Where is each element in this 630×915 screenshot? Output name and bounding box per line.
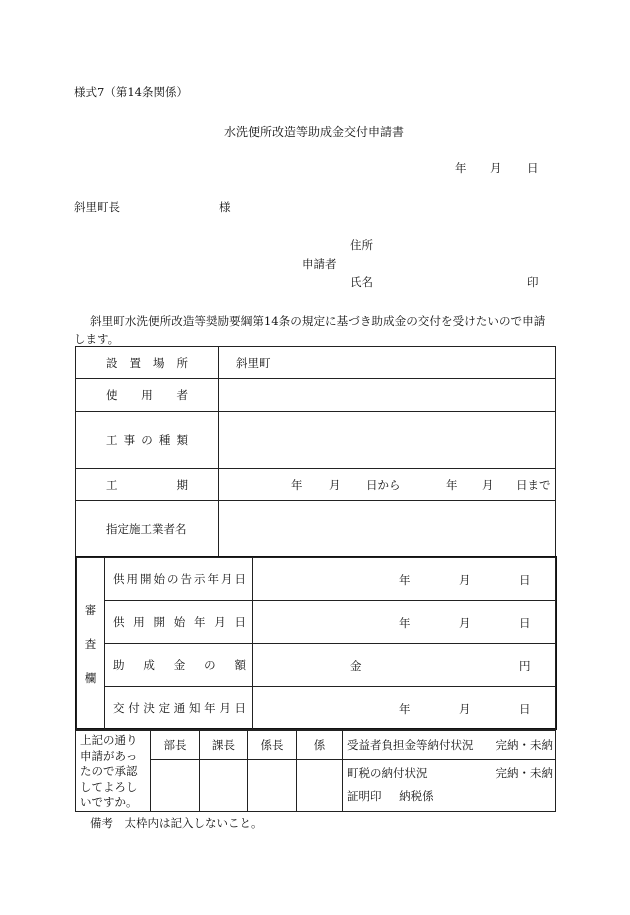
work-type-label-char: 種 (158, 433, 171, 447)
review-label-char: 供 (113, 615, 125, 629)
work-type-label-char: 事 (123, 433, 136, 447)
review-label-char: の (167, 572, 179, 586)
cert-label: 証明印 (347, 789, 382, 804)
work-type-value-cell[interactable] (219, 412, 556, 469)
role-kakari: 係 (313, 737, 326, 752)
work-type-label-char: の (141, 433, 153, 447)
review-side-char: 審 (84, 602, 97, 617)
location-label-char: 所 (176, 355, 188, 370)
review-value-month: 月 (459, 616, 471, 630)
review-value-month: 月 (459, 573, 471, 587)
review-label-char: 助 (113, 658, 125, 672)
review-value-day: 日 (519, 702, 531, 716)
approval-note-line: 上記の通り (80, 733, 138, 747)
review-label-char: 開 (153, 615, 165, 629)
role-header-cell (200, 731, 248, 760)
period-from-year: 年 (291, 478, 303, 492)
period-from-day: 日から (366, 478, 401, 492)
date-year: 年 (455, 161, 467, 175)
cert-value: 納税係 (399, 789, 434, 804)
review-label-char: 金 (173, 658, 186, 672)
name-label: 氏名 (350, 275, 373, 289)
review-item-label-cell (105, 601, 253, 644)
stamp-cell-kakari[interactable] (297, 759, 343, 811)
date-month: 月 (490, 161, 502, 175)
period-label-cell (76, 469, 219, 501)
role-header-cell (297, 731, 343, 760)
review-label-char: 決 (143, 701, 155, 715)
location-label-char: 設 (106, 355, 118, 370)
stamp-cell-bucho[interactable] (151, 759, 200, 811)
review-label-char: 額 (234, 658, 246, 672)
period-to-year: 年 (446, 478, 458, 492)
review-label-char: の (204, 658, 216, 672)
review-item-label-cell (105, 644, 253, 687)
approval-note-line: いですか。 (80, 795, 138, 810)
role-bucho: 部長 (163, 737, 187, 752)
review-label-char: 日 (234, 615, 246, 629)
review-value-year: 年 (399, 616, 411, 630)
review-item-label-cell (105, 558, 253, 601)
review-item-value-cell[interactable] (253, 558, 556, 601)
contractor-label: 指定施工業者名 (106, 521, 187, 536)
approval-note-cell (76, 731, 151, 812)
role-kakaricho: 係長 (260, 737, 284, 752)
review-label-char: 交 (113, 701, 125, 715)
status-2-cell (343, 759, 556, 811)
review-label-char: 日 (234, 701, 246, 715)
user-label-cell (76, 379, 219, 412)
work-type-label-char: 工 (106, 433, 118, 447)
review-value-day: 日 (519, 573, 531, 587)
addressee-name: 斜里町長 (74, 200, 120, 214)
status-1-cell (343, 731, 556, 760)
review-label-char: 用 (133, 615, 145, 629)
period-to-month: 月 (482, 478, 494, 492)
period-from-month: 月 (329, 478, 341, 492)
period-label-char: 工 (106, 477, 118, 492)
role-kacho: 課長 (212, 737, 235, 752)
period-label-char: 期 (176, 477, 188, 492)
review-label-char: 日 (234, 572, 246, 586)
contractor-value-cell[interactable] (219, 501, 556, 557)
review-label-char: 始 (153, 572, 165, 586)
location-label-cell (76, 347, 219, 379)
review-value-yen: 円 (519, 659, 531, 673)
review-label-char: 示 (194, 572, 206, 586)
user-label-char: 使 (106, 388, 118, 402)
review-item-value-cell[interactable] (253, 601, 556, 644)
status-1-value[interactable]: 完納・未納 (495, 737, 553, 752)
form-id: 様式7（第14条関係） (74, 85, 188, 99)
period-value-cell[interactable] (219, 469, 556, 501)
application-table (75, 346, 556, 557)
approval-note-line: 申請があっ (80, 748, 138, 763)
review-item-label-cell (105, 687, 253, 730)
stamp-cell-kacho[interactable] (200, 759, 248, 811)
work-type-label-char: 類 (176, 433, 188, 447)
applicant-label: 申請者 (302, 257, 337, 271)
review-label-char: 付 (128, 701, 140, 715)
location-label-char: 場 (153, 355, 165, 370)
review-value-month: 月 (459, 702, 471, 716)
approval-note-line: してよろし (80, 779, 138, 794)
review-value-year: 年 (399, 702, 411, 716)
body-text-line-2: します。 (74, 332, 120, 346)
review-item-value-cell[interactable] (253, 687, 556, 730)
review-side-char: 査 (84, 636, 97, 651)
seal-mark: 印 (527, 275, 539, 289)
addressee-honorific: 様 (219, 200, 231, 214)
review-label-char: 月 (219, 701, 231, 715)
period-to-day: 日まで (516, 478, 551, 492)
review-label-char: 用 (126, 572, 138, 586)
review-item-value-cell[interactable] (253, 644, 556, 687)
review-value-year: 年 (399, 573, 411, 587)
status-1-label: 受益者負担金等納付状況 (347, 737, 474, 752)
review-label-char: 年 (207, 572, 219, 586)
approval-table (75, 730, 556, 812)
user-label-char: 者 (176, 388, 188, 402)
review-value-day: 日 (519, 616, 531, 630)
footnote: 備考 太枠内は記入しないこと。 (90, 816, 263, 830)
location-label-char: 置 (129, 355, 141, 370)
review-label-char: 開 (140, 572, 152, 586)
review-side-char: 欄 (84, 670, 97, 685)
review-label-char: 告 (180, 572, 192, 586)
review-label-char: 通 (173, 701, 186, 715)
user-label-char: 用 (141, 388, 153, 402)
review-label-char: 年 (194, 615, 206, 629)
approval-note-line: たので承認 (80, 764, 138, 779)
work-type-label-cell (76, 412, 219, 469)
status-2-label: 町税の納付状況 (347, 766, 428, 781)
review-label-char: 月 (214, 615, 226, 629)
review-label-char: 供 (113, 572, 125, 586)
review-side-label-cell (77, 558, 105, 730)
review-label-char: 定 (158, 701, 171, 715)
review-label-char: 知 (188, 701, 201, 715)
page-title: 水洗便所改造等助成金交付申請書 (224, 125, 405, 139)
role-header-cell (151, 731, 200, 760)
stamp-cell-kakaricho[interactable] (248, 759, 297, 811)
status-2-value[interactable]: 完納・未納 (495, 766, 553, 781)
review-label-char: 年 (204, 701, 216, 715)
address-label: 住所 (350, 238, 373, 252)
review-label-char: 成 (143, 658, 155, 672)
body-text-line-1: 斜里町水洗便所改造等奨励要綱第14条の規定に基づき助成金の交付を受けたいので申請 (90, 314, 546, 328)
review-table (76, 557, 556, 730)
role-header-cell (248, 731, 297, 760)
review-label-char: 始 (173, 615, 186, 629)
location-value-cell[interactable] (219, 347, 556, 379)
review-label-char: 月 (221, 572, 233, 586)
review-value-kin: 金 (350, 659, 362, 673)
location-value: 斜里町 (236, 355, 271, 370)
contractor-label-cell (76, 501, 219, 557)
date-day: 日 (527, 161, 539, 175)
user-value-cell[interactable] (219, 379, 556, 412)
